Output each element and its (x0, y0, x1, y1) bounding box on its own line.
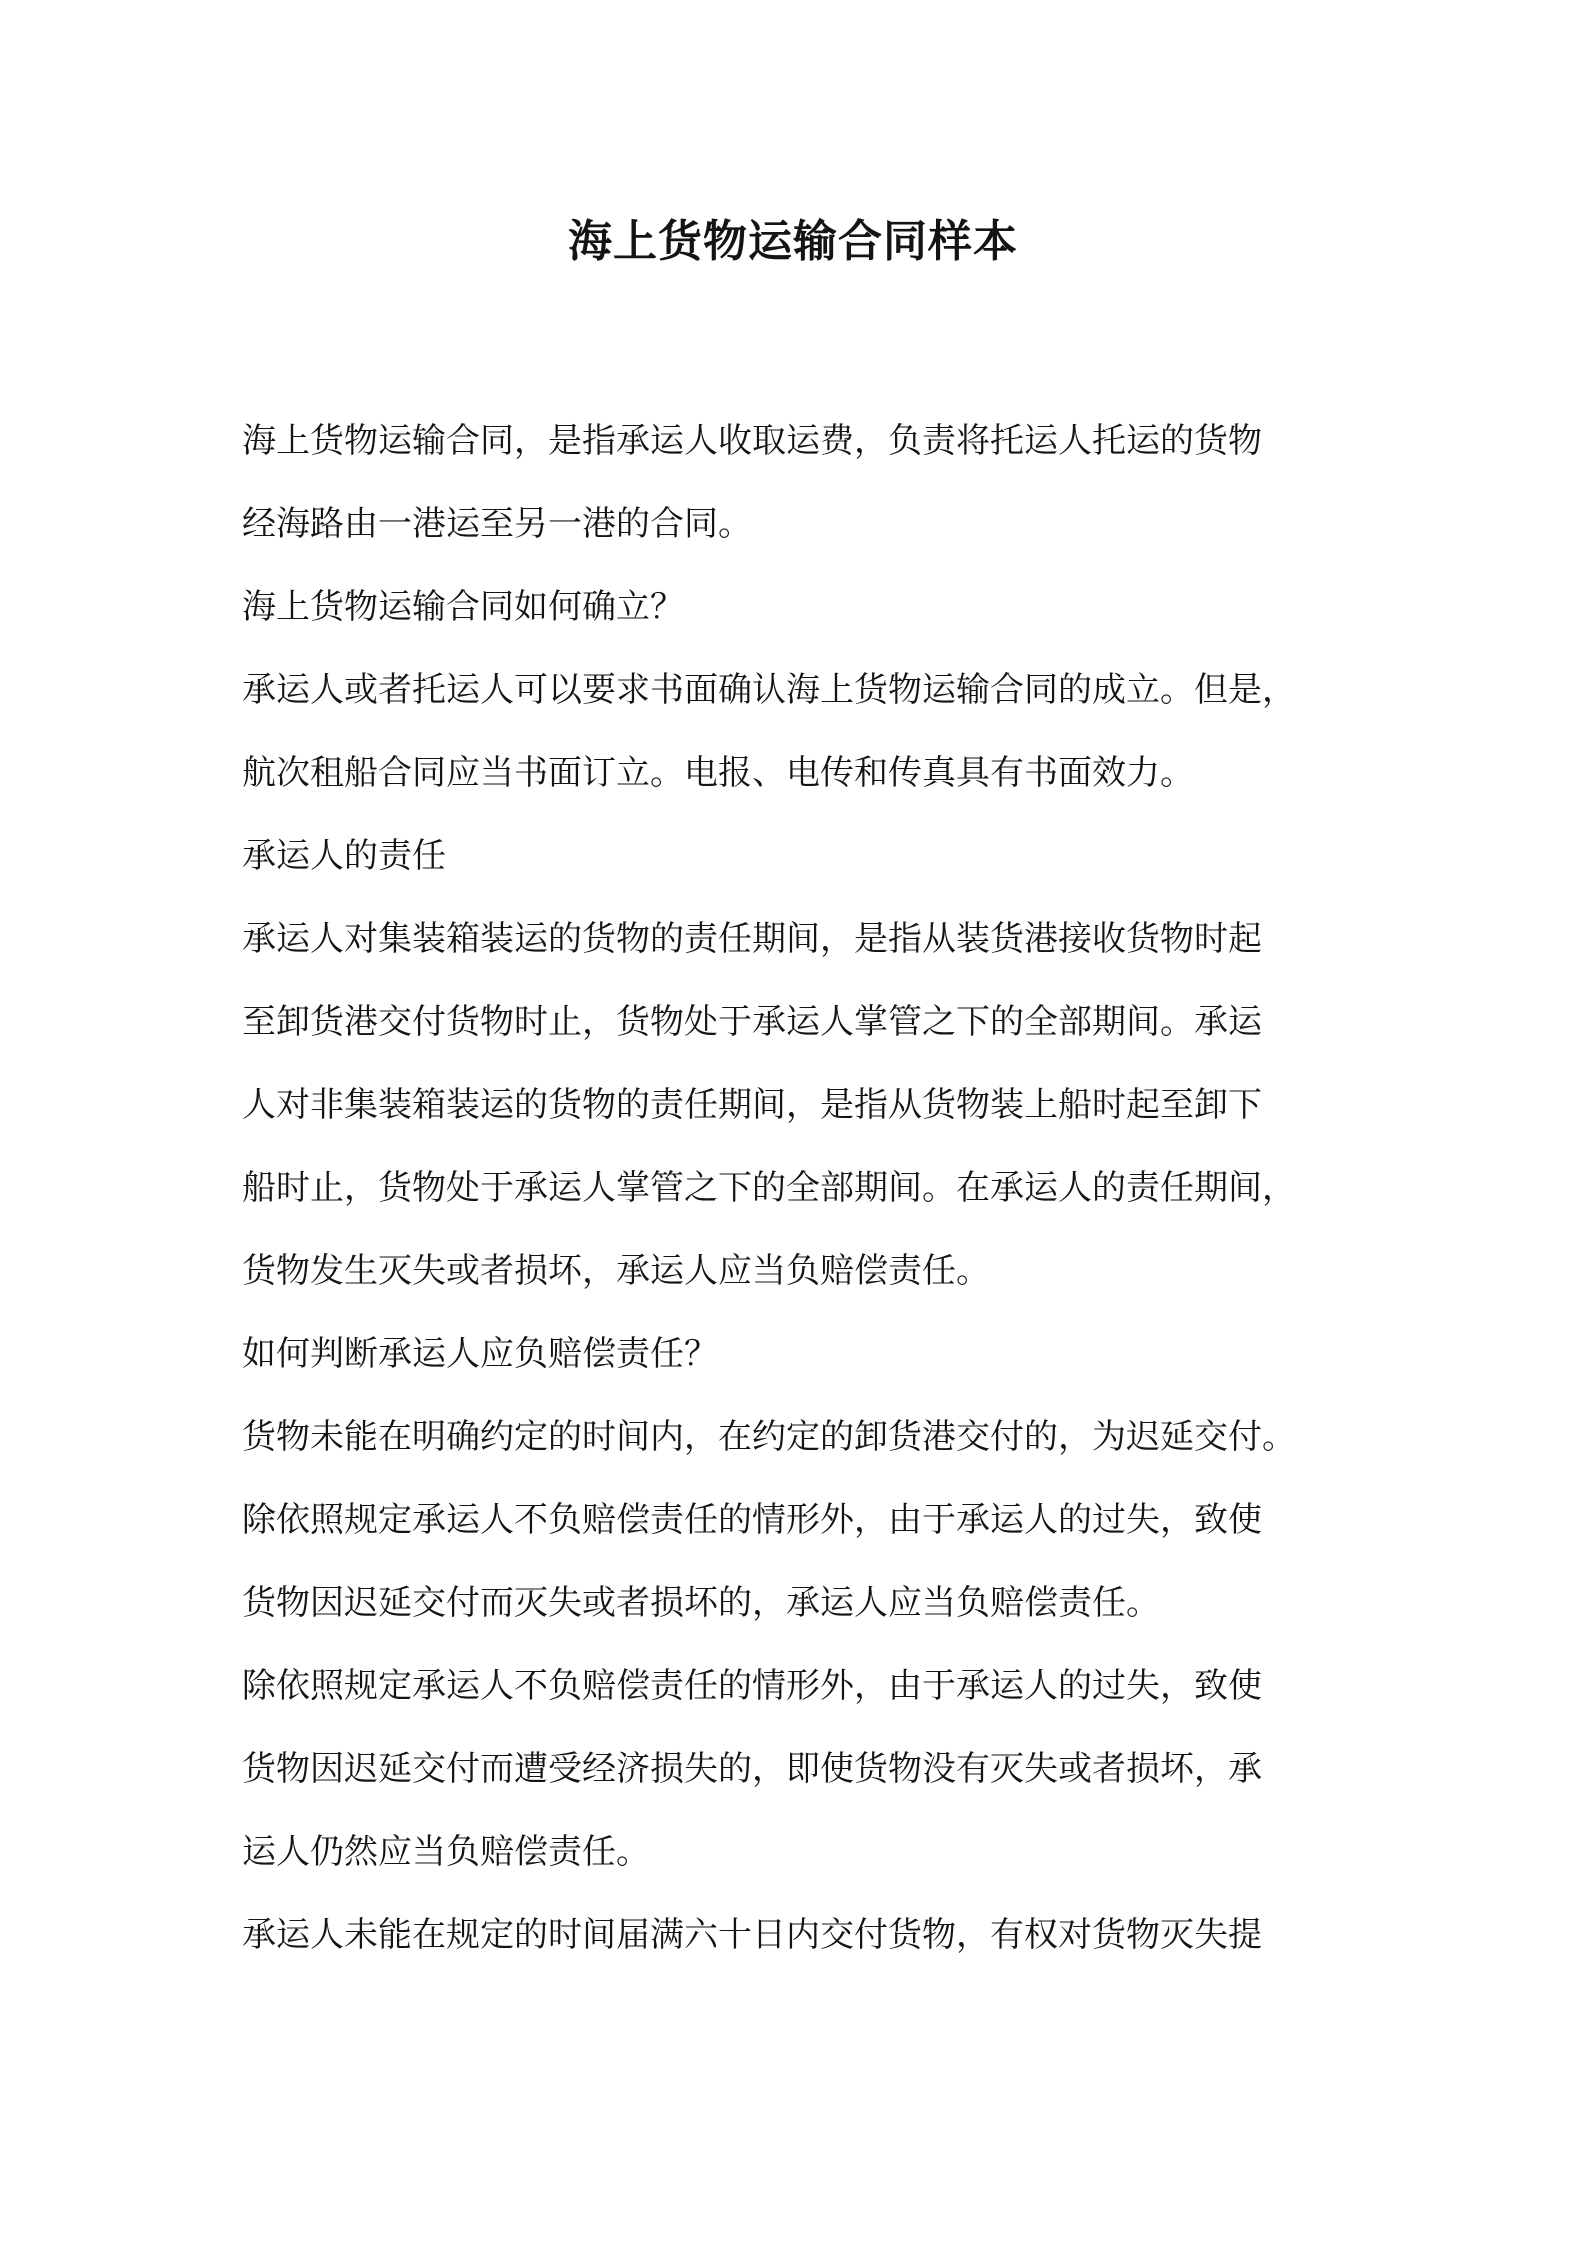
document-body (242, 400, 1362, 1977)
body-line: 运人仍然应当负赔偿责任。 (242, 1832, 650, 1872)
body-line: 船时止，货物处于承运人掌管之下的全部期间。在承运人的责任期间， (242, 1168, 1296, 1208)
body-line: 海上货物运输合同，是指承运人收取运费，负责将托运人托运的货物 (242, 421, 1262, 461)
body-line: 承运人对集装箱装运的货物的责任期间，是指从装货港接收货物时起 (242, 919, 1262, 959)
body-line: 经海路由一港运至另一港的合同。 (242, 504, 752, 544)
document-title: 海上货物运输合同样本 (568, 216, 1018, 267)
section-heading: 如何判断承运人应负赔偿责任？ (242, 1334, 718, 1374)
body-line: 除依照规定承运人不负赔偿责任的情形外，由于承运人的过失，致使 (242, 1666, 1262, 1706)
body-line: 承运人未能在规定的时间届满六十日内交付货物，有权对货物灭失提 (242, 1915, 1262, 1955)
section-heading: 海上货物运输合同如何确立？ (242, 587, 684, 627)
body-line: 航次租船合同应当书面订立。电报、电传和传真具有书面效力。 (242, 753, 1194, 793)
body-line: 承运人或者托运人可以要求书面确认海上货物运输合同的成立。但是， (242, 670, 1296, 710)
body-line: 除依照规定承运人不负赔偿责任的情形外，由于承运人的过失，致使 (242, 1500, 1262, 1540)
body-line: 至卸货港交付货物时止，货物处于承运人掌管之下的全部期间。承运 (242, 1002, 1262, 1042)
body-line: 货物因迟延交付而遭受经济损失的，即使货物没有灭失或者损坏，承 (242, 1749, 1262, 1789)
body-line: 货物因迟延交付而灭失或者损坏的，承运人应当负赔偿责任。 (242, 1583, 1160, 1623)
body-line: 人对非集装箱装运的货物的责任期间，是指从货物装上船时起至卸下 (242, 1085, 1262, 1125)
body-line: 货物发生灭失或者损坏，承运人应当负赔偿责任。 (242, 1251, 990, 1291)
body-line: 货物未能在明确约定的时间内，在约定的卸货港交付的，为迟延交付。 (242, 1417, 1296, 1457)
section-heading: 承运人的责任 (242, 836, 446, 876)
